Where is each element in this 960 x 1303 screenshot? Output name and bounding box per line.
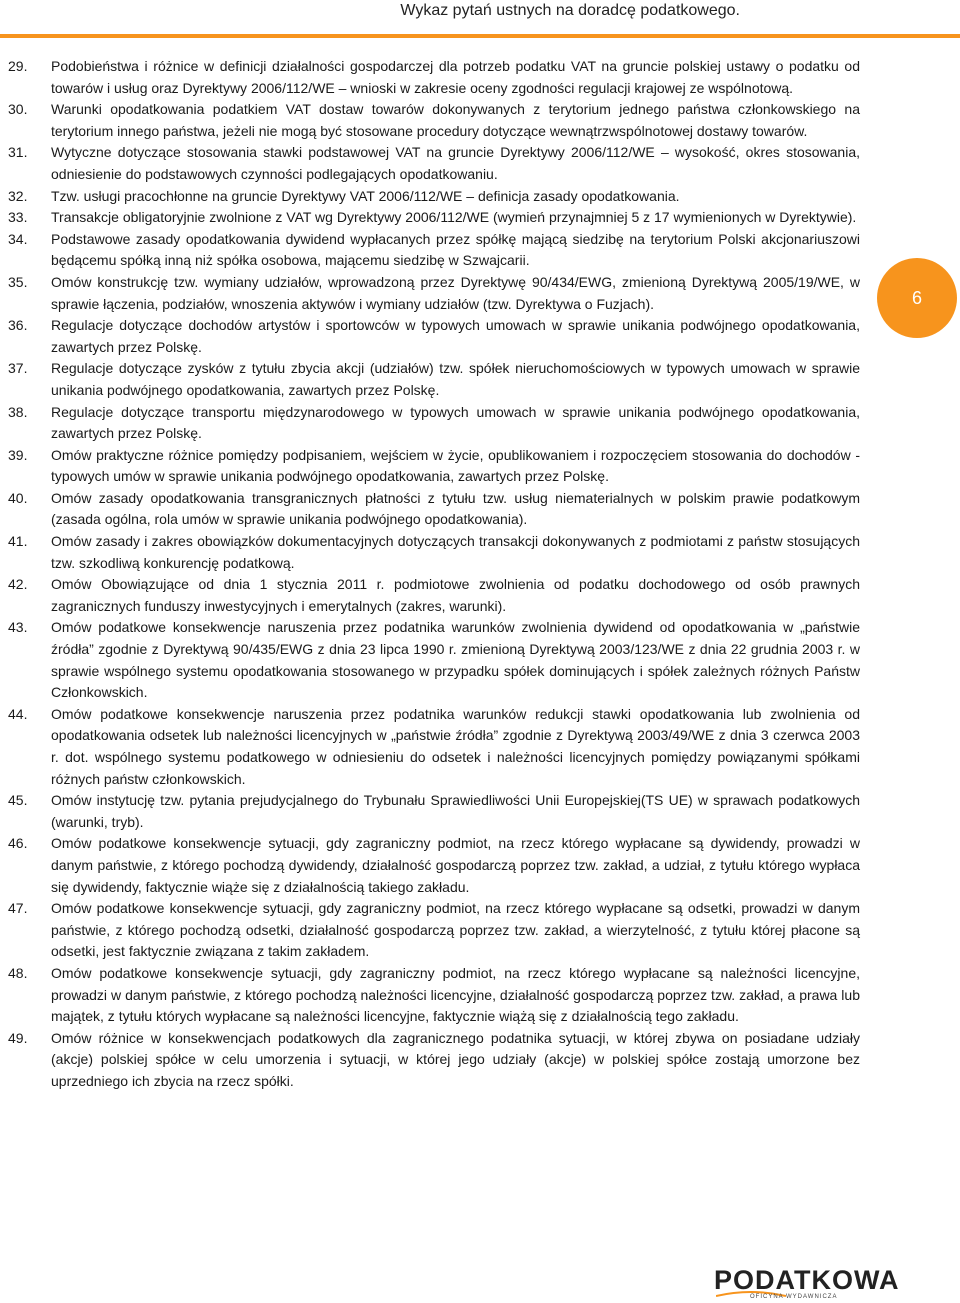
question-text: Regulacje dotyczące zysków z tytułu zbycia akcji (udziałów) tzw. spółek nieruchomościowych w typowych umowach w sprawie unikania podwójnego opodatkowania, zawartych przez Polskę. [51,360,860,398]
logo-wordmark: PODATKOWA [714,1265,900,1295]
question-item [8,315,860,358]
question-item [8,229,860,272]
question-number: 44. [8,705,28,722]
question-text: Omów podatkowe konsekwencje naruszenia przez podatnika warunków redukcji stawki opodatkowania lub zwolnienia od opodatkowania odsetek lub należności licencyjnych w „państwie źródła” zgodnie z Dyrektywą 2003/49/WE z dnia 3 czerwca 2003 r. dot. wspólnego systemu podatkowego w odniesieniu do odsetek i należności licencyjnych pomiędzy powiązanymi spółkami różnych państw członkowskich. [51,705,860,787]
question-number: 33. [8,209,28,226]
question-number: 48. [8,964,28,981]
question-text: Omów zasady opodatkowania transgranicznych płatności z tytułu tzw. usług niematerialnych w polskim prawie podatkowym (zasada ogólna, rola umów w sprawie unikania podwójnego opodatkowania). [51,489,860,528]
question-number: 39. [8,446,28,463]
question-text: Transakcje obligatoryjnie zwolnione z VAT wg Dyrektywy 2006/112/WE (wymień przynajmniej 5 z 17 wymienionych w Dyrektywie). [51,209,857,226]
question-text: Omów podatkowe konsekwencje naruszenia przez podatnika warunków zwolnienia dywidend od opodatkowania w „państwie źródła” zgodnie z Dyrektywą 90/435/EWG z dnia 23 lipca 1990 r. zmienioną Dyrektywą 2003/123/WE z dnia 22 grudnia 2003 r. w sprawie wspólnego systemu opodatkowania stosowanego w przypadku spółek dominujących i spółek zależnych różnych Państw Członkowskich. [51,619,860,701]
question-item [8,142,860,185]
logo-tagline: OFICYNA WYDAWNICZA [750,1294,838,1300]
question-text: Wytyczne dotyczące stosowania stawki podstawowej VAT na gruncie Dyrektywy 2006/112/WE – wysokość, okres stosowania, odniesienie do podstawowych czynności podlegających opodatkowaniu. [51,144,860,182]
question-item [8,99,860,142]
question-text: Omów praktyczne różnice pomiędzy podpisaniem, wejściem w życie, opublikowaniem i rozpoczęciem stosowania do dochodów - typowych umów w sprawie unikania podwójnego opodatkowania, zawartych przez Polskę. [51,446,860,485]
page-number-badge: 6 [877,258,957,338]
question-text: Warunki opodatkowania podatkiem VAT dostaw towarów dokonywanych z terytorium jednego państwa członkowskiego na terytorium innego państwa, jeżeli nie mogą być stosowane procedury dotyczące wewnątrzwspólnotowej dostawy towarów. [51,101,860,139]
question-item [8,1028,860,1093]
question-item [8,963,860,1028]
question-text: Omów podatkowe konsekwencje sytuacji, gdy zagraniczny podmiot, na rzecz którego wypłacane są odsetki, prowadzi w danym państwie, z którego pochodzą odsetki, działalność gospodarczą poprzez tzw. zakład, a wierzytelność, z tytułu której płacone są odsetki, jest faktycznie związana z takim zakładem. [51,900,860,960]
question-item [8,898,860,963]
question-item [8,56,860,99]
question-item [8,833,860,898]
question-number: 32. [8,187,28,204]
question-item [8,704,860,790]
question-text: Omów zasady i zakres obowiązków dokumentacyjnych dotyczących transakcji dokonywanych z podmiotami z państw stosujących tzw. szkodliwą konkurencję podatkową. [51,533,860,571]
question-number: 35. [8,273,28,290]
question-text: Omów konstrukcję tzw. wymiany udziałów, wprowadzoną przez Dyrektywę 90/434/EWG, zmienioną Dyrektywą 2005/19/WE, w sprawie łączenia, podziałów, wnoszenia aktywów i wymiany udziałów (tzw. Dyrektywa o Fuzjach). [51,273,860,312]
question-text: Omów podatkowe konsekwencje sytuacji, gdy zagraniczny podmiot, na rzecz którego wypłacane są dywidendy, prowadzi w danym państwie, z którego pochodzą dywidendy, działalność gospodarczą poprzez tzw. zakład, a udział, z tytułu którego wypłaca się dywidendy, faktycznie wiąże się z działalnością takiego zakładu. [51,835,860,895]
question-number: 38. [8,403,28,420]
publisher-logo [714,1265,900,1300]
question-item [8,531,860,574]
question-item [8,186,860,208]
question-number: 47. [8,900,28,917]
question-text: Regulacje dotyczące dochodów artystów i sportowców w typowych umowach w sprawie unikania podwójnego opodatkowania, zawartych przez Polskę. [51,317,860,355]
question-text: Podobieństwa i różnice w definicji działalności gospodarczej dla potrzeb podatku VAT na gruncie polskiej ustawy o podatku od towarów i usług oraz Dyrektywy 2006/112/WE – wnioski w zakresie oceny zgodności regulacji krajowej ze wspólnotową. [51,58,860,96]
question-number: 29. [8,58,28,74]
question-text: Omów różnice w konsekwencjach podatkowych dla zagranicznego podatnika sytuacji, w której zbywa on posiadane udziały (akcje) polskiej spółce w celu umorzenia i sytuacji, w której jego udziały (akcje) w polskiej spółce zostają umorzone bez uprzedniego ich zbycia na rzecz spółki. [51,1029,860,1089]
question-item [8,358,860,401]
question-text: Podstawowe zasady opodatkowania dywidend wypłacanych przez spółkę mającą siedzibę na terytorium Polski akcjonariuszowi będącemu spółką inną niż spółka osobowa, mającemu siedzibę w Szwajcarii. [51,230,860,269]
question-item [8,617,860,703]
question-number: 40. [8,489,28,506]
question-item [8,272,860,315]
question-text: Omów instytucję tzw. pytania prejudycjalnego do Trybunału Sprawiedliwości Unii Europejskiej(TS UE) w sprawach podatkowych (warunki, tryb). [51,792,860,830]
question-text: Omów podatkowe konsekwencje sytuacji, gdy zagraniczny podmiot, na rzecz którego wypłacane są należności licencyjne, prowadzi w danym państwie, z którego pochodzą należności licencyjne, działalność gospodarczą poprzez tzw. zakład, a prawa lub majątek, z tytułu których wypłacane są należności licencyjne, faktycznie wiążą się z działalnością tego zakładu. [51,964,860,1025]
question-text: Tzw. usługi pracochłonne na gruncie Dyrektywy VAT 2006/112/WE – definicja zasady opodatkowania. [51,187,680,204]
page-header-title: Wykaz pytań ustnych na doradcę podatkowego. [400,2,740,19]
question-number: 46. [8,835,28,852]
question-number: 41. [8,533,28,550]
question-item [8,488,860,531]
question-text: Regulacje dotyczące transportu międzynarodowego w typowych umowach w sprawie unikania podwójnego opodatkowania, zawartych przez Polskę. [51,403,860,442]
question-number: 49. [8,1029,28,1046]
question-item [8,790,860,833]
question-item [8,402,860,445]
question-item [8,445,860,488]
question-number: 45. [8,792,28,809]
question-number: 30. [8,101,28,118]
question-number: 43. [8,619,28,636]
question-item [8,574,860,617]
question-number: 31. [8,144,28,161]
question-number: 37. [8,360,28,377]
question-number: 42. [8,576,28,593]
question-item [8,207,860,229]
question-number: 36. [8,317,28,334]
question-number: 34. [8,230,28,247]
question-text: Omów Obowiązujące od dnia 1 stycznia 2011 r. podmiotowe zwolnienia od podatku dochodowego od osób prawnych zagranicznych funduszy inwestycyjnych i emerytalnych (zakres, warunki). [51,576,860,614]
question-list [8,56,860,1093]
header-divider [0,34,960,38]
